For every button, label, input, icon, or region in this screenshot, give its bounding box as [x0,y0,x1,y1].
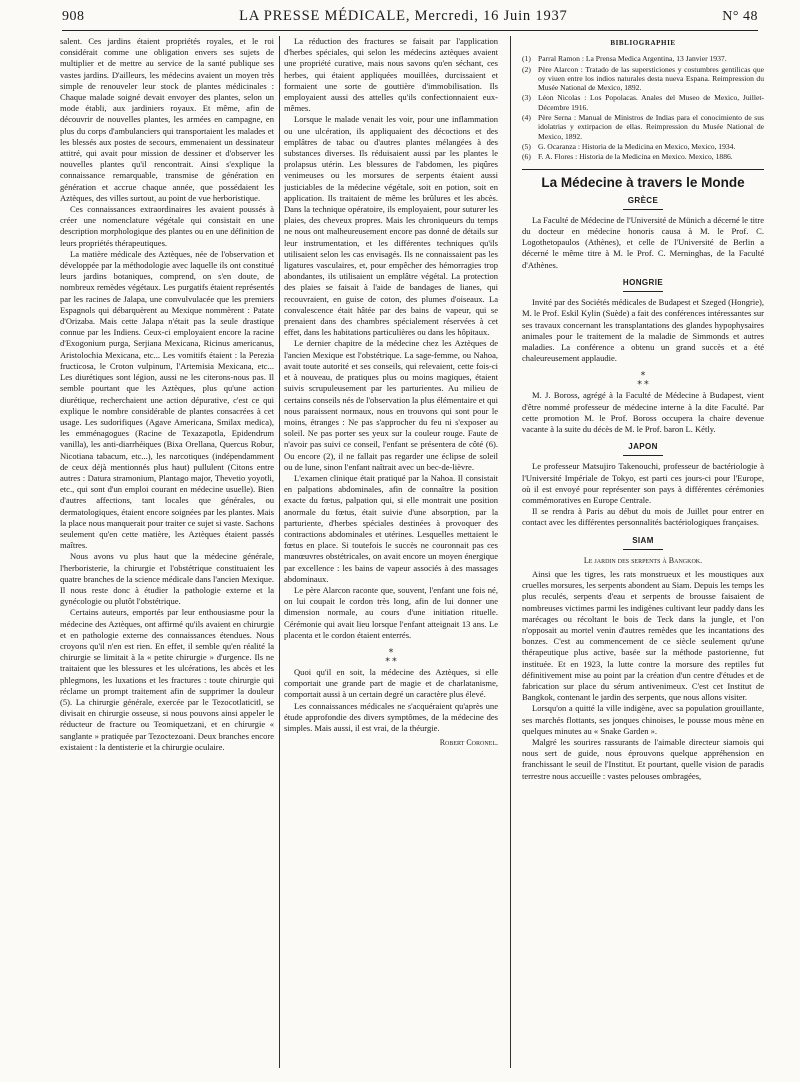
paragraph: La réduction des fractures se faisait par l'application d'herbes spéciales, qui selon les médecins aztèques avaient une propriété curative, mais nous savons qu'en séchant, ces herbes, qui étaient appliquées mouillées, durcissaient et formaient une sorte de gouttière d'immobilisation. Ils employaient aussi des attelles qu'ils confectionnaient eux-mêmes. [284,36,498,114]
article-subtitle: Le jardin des serpents à Bangkok. [583,555,703,565]
bibliography-list [522,54,764,161]
paragraph: Le dernier chapitre de la médecine chez les Aztèques de l'ancien Mexique est l'obstétrique. La sage-femme, ou Nahoa, avait toute autorité et ses conseils, qui relevaient, cette fois-ci et à nouveau, de pratiques plus ou moins magiques, étaient suivis scrupuleusement par les parturientes. Au milieu de certains conseils nés de l'observation la plus élémentaire et qui nous paraissent normaux, nous en trouvons qui sont pour le moins, étranges : Ne pas s'approcher du feu ni s'exposer au soleil. Ne pas porter ses yeux sur la couleur rouge. Faute de n'avoir pas suivi ce conseil, l'enfant se présentera de côté (6). Ou encore (2), il ne fallait pas regarder une éclipse de soleil ou de lune, sinon l'enfant naîtrait avec un bec-de-lièvre. [284,338,498,472]
paragraph: Lorsque le malade venait les voir, pour une inflammation ou une ulcération, ils appliquaient des décoctions et des emplâtres de tabac ou d'autres plantes mélangées à des substances diverses. Ils réduisaient aussi par les plantes le prolapsus utérin. Les blessures de l'abdomen, les piqûres venimeuses ou les morsures de serpents étaient aussi justiciables de la médecine végétale, soit en potion, soit en application. Ils traitaient de même les brûlures et les abcès. Dans la technique opératoire, ils employaient, pour suturer les plaies, des cheveux propres. Mais les chroniqueurs du temps ne nous ont malheureusement encore pas donné de détails sur leur instrumentation, et les différentes techniques qu'ils utilisaient selon les cas envisagés. Ils ne connaissaient pas les ligatures vasculaires, et, pour empêcher des hémorragies trop abondantes, ils utilisaient un emplâtre végétal. La protection des plaies se faisait à l'aide de bandages de lianes, qui recouvraient, en guise de coton, des plumes d'oiseaux. La convalescence était hâtée par des bains de vapeur, qui se prenaient dans des chambres spécialement réservées à cet effet, dans les habitations particulières ou dans les hôpitaux. [284,114,498,338]
journal-title: LA PRESSE MÉDICALE, Mercredi, 16 Juin 1937 [239,8,568,24]
divider [623,549,663,550]
country-heading-hongrie: HONGRIE [622,277,664,287]
section-title: La Médecine à travers le Monde [541,175,745,191]
divider [623,209,663,210]
section-separator: ⁎ ⁎ ⁎ [637,367,649,387]
paragraph: Le père Alarcon raconte que, souvent, l'enfant une fois né, on lui coupait le cordon très long, afin de lui donner une dimension normale, au cours d'une initiation rituelle. Cérémonie qui avait lieu lorsque l'enfant atteignait 13 ans. Le placenta et le cordon étaient enterrés. [284,584,498,640]
column-divider [279,36,280,1068]
issue-number: N° 48 [722,9,758,24]
bibliography-item: (2) Père Alarcon : Tratado de las supersticiones y costumbres gentilicas que oy viuen entre los indios naturales desta nueva Espana. Reimpression du Musée National de Mexico, 1892. [522,64,764,93]
paragraph: Il se rendra à Paris au début du mois de Juillet pour entrer en contact avec les différentes personnalités bactériologiques françaises. [522,506,764,528]
paragraph: Malgré les sourires rassurants de l'aimable directeur siamois qui nous sert de guide, nous éprouvons quelque appréhension en franchissant le seuil de l'Institut. Et pourtant, quelle vision de paradis terrestre nous accueille : vastes pelouses ombragées, [522,737,764,781]
paragraph: La matière médicale des Aztèques, née de l'observation et développée par la méthodologie avec laquelle ils ont constitué leurs jardins botaniques, comprend, on s'en doute, de nombreux remèdes végétaux. Les purgatifs étaient représentés par les racines de Jalapa, une convulvulacée que les premiers Espagnols qui débarquèrent au Mexique nommèrent : Patate d'Orizaba. Mais cette Jalapa n'était pas la seule drastique connue par les Indiens. Ceux-ci employaient encore la racine d'Exogonium purga, Serjiana Mexicana, Ricinus americanus, Aristolochia Mexicana, etc... Les vomitifs étaient : la Perezia fructicosa, le Croton vulpinum, l'Artemisia Mexicana, etc... Les diurétiques sont légion, aussi ne les citerons-nous pas. Il semble pourtant que les Aztèques, plus qu'une action diurétique, recherchaient une action dépurative, c'est ce qui explique le nombre considérable de plantes consacrées à cet usage. Les sudorifiques (Agave Americana, Smilax medica), les emménagogues (Racine de Texazapotla, Epidendrum vanilla), les anti-diarrhéiques (Bixa Orellana, Quercus Robur, Nicotiana tabacum, etc...), les narcotiques (indépendamment de ceux déjà mentionnés plus haut) pullulent (Citons entre autres : Datura stramonium, Plantago major, Thevetio yoyotli, etc., qui sont d'un emploi courant en médecine usuelle). Bien d'autres affections, tant locales que générales, ou dermatologiques, étaient encore soignées par les plantes. Mais la place nous manquerait pour traiter ce sujet si vaste. Sachons seulement qu'en cette matière, les Aztèques étaient passés maîtres. [60,248,274,551]
paragraph: Quoi qu'il en soit, la médecine des Aztèques, si elle comportait une grande part de magie et de charlatanisme, comportait aussi à un certain degré un caractère plus élevé. [284,666,498,700]
section-separator: ⁎ ⁎ ⁎ [385,643,397,663]
country-heading-japon: JAPON [628,442,658,452]
bibliography-item: (6) F. A. Flores : Historia de la Medicina en Mexico. Mexico, 1886. [522,152,733,162]
author-signature: Robert Coronel. [439,738,498,748]
country-heading-grece: GRÈCE [627,195,659,205]
column-2 [284,36,498,1078]
paragraph: Le professeur Matsujiro Takenouchi, professeur de bactériologie à l'Université Impériale de Tokyo, est parti ces jours-ci pour l'Europe, où il est envoyé pour représenter son pays à différentes cérémonies commémoratives en Europe Centrale. [522,461,764,505]
paragraph: L'examen clinique était pratiqué par la Nahoa. Il consistait en palpations abdominales, afin de connaître la position exacte du fœtus, palpation qui, si elle montrait une position anormale du fœtus, était suivie d'une absorption, par la parturiente, d'herbes spéciales destinées à provoquer des contractions abdominales et utérines. Lesquelles mettaient le fœtus en place. Si toutefois le succès ne couronnait pas ces manœuvres obstétricales, on avait encore un moyen énergique par excellence : les bains de vapeur associés à des massages abdominaux. [284,472,498,584]
country-heading-siam: SIAM [632,535,654,545]
paragraph: Ces connaissances extraordinaires les avaient poussés à créer une nomenclature végétale qui consistait en une description morphologique des plantes ou en une définition de leurs propriétés thérapeutiques. [60,204,274,248]
section-divider [522,169,764,170]
page-header [62,8,758,31]
column-divider [510,36,511,1068]
paragraph: Nous avons vu plus haut que la médecine générale, l'herboristerie, la chirurgie et l'obstétrique constituaient les quatre branches de la science médicale dans l'ancien Mexique. Il nous reste donc à étudier la pathologie externe et la gynécologie ou plutôt l'obstétrique. [60,551,274,607]
column-1 [60,36,274,1078]
page-number: 908 [62,9,85,24]
paragraph: La Faculté de Médecine de l'Université de Münich a décerné le titre du docteur en médecine honoris causa à M. le Prof. C. Logothetopaulos (Athènes), et celle de l'Université de Berlin a décerné le même titre à M. le Prof. C. Merninghas, de la Faculté d'Athènes. [522,214,764,270]
paragraph: Les connaissances médicales ne s'acquéraient qu'après une étude approfondie des divers symptômes, de la médecine des simples. Mais aussi, il est vrai, de la théurgie. [284,700,498,733]
paragraph: salent. Ces jardins étaient propriétés royales, et le roi considérait comme une obligation envers ses sujets de multiplier et de mettre au service de la santé publique ses vastes jardins. D'ailleurs, les médecins avaient un moyen très simple de renouveler leur stock de plantes médicinales : Chaque malade soigné devait envoyer des plantes, selon un mode établi, aux jardiniers royaux. Et même, afin de découvrir de nouvelles plantes, les armées en campagne, en plus du corps d'ambulanciers qui transportaient les malades et les blessés aux postes de secours, emmenaient un dessinateur attitré, qui avait pour mission de dessiner et d'observer les nouvelles plantes qu'il rencontrait. Ainsi s'explique la connaissance remarquable, transmise de génération en génération et accrue chaque année, que possédaient les Aztèques, des villes surtout, au point de vue herboristique. [60,36,274,203]
paragraph: M. J. Boross, agrégé à la Faculté de Médecine à Budapest, vient d'être nommé professeur de médecine interne à la dite Faculté. Par cette promotion M. le Prof. Boross occupera la chaire devenue vacante à la suite du décès de M. le Prof. baron L. Kétly. [522,390,764,434]
bibliography-item: (5) G. Ocaranza : Historia de la Medicina en Mexico, Mexico, 1934. [522,141,736,151]
paragraph: Invité par des Sociétés médicales de Budapest et Szeged (Hongrie), M. le Prof. Eskil Kylin (Suède) a fait des conférences intéressantes sur ses travaux concernant les transplantations des glandes hypophysaires animales pour le traitement de la maladie de Simmonds et autres maladies. La conférence a obtenu un grand succès et a été chaleureusement applaudie. [522,297,764,364]
bibliography-item: (3) Léon Nicolas : Los Popolacas. Anales del Museo de Mexico, Juillet-Décembre 1916. [522,93,764,112]
bibliography-item: (1) Parral Ramon : La Prensa Medica Argentina, 13 Janvier 1937. [522,54,727,64]
column-3 [522,36,764,1078]
paragraph: Ainsi que les tigres, les rats monstrueux et les moustiques aux cruelles morsures, les serpents abondent au Siam. Depuis les temps les plus reculés, serpents d'eau et serpents de brousse faisaient de nombreuses victimes parmi les indigènes cultivant leur paddy dans les marécages ou récoltant le bois de Teck dans la jungle, et l'on n'opposait au mortel venin d'autres remèdes que les incantations des bonzes. C'est au commencement de ce siècle seulement qu'une thérapeutique plus active, basée sur la méthode pastorienne, fut instituée. Et en 1923, la lutte contre la morsure des reptiles fut définitivement mise au point par la création d'un centre d'études et de fabrication sur place du sérum antivenimeux. C'est cet Institut de Bangkok, contenant le jardin des serpents, que nous allons visiter. [522,568,764,703]
divider [623,291,663,292]
bibliography-item: (4) Père Serna : Manual de Ministros de Indias para el conocimiento de sus idolatrias y extirpacion de ellas. Reimpression du Musée National de Mexico, 1892. [522,112,764,141]
bibliography-title: BIBLIOGRAPHIE [610,39,676,47]
paragraph: Lorsqu'on a quitté la ville indigène, avec sa population grouillante, ses marchés flottants, ses jonques chinoises, le pousse mous mène en quelques minutes au « Snake Garden ». [522,703,764,736]
divider [623,455,663,456]
paragraph: Certains auteurs, emportés par leur enthousiasme pour la médecine des Aztèques, ont affirmé qu'ils avaient en chirurgie et en pathologie externe des connaissances étendues. Nous croyons qu'il n'en est rien. En effet, il semble qu'en réalité la chirurgie se limitait à la « petite chirurgie » d'urgence. Ils ne traitaient que les blessures et les ulcérations, les abcès et les phlegmons, les luxations et les fractures : toute chirurgie qui réclame un prompt traitement afin de supprimer la douleur (5). La chirurgie générale, exercée par le Tezocotlaticitl, se divisait en chirurgie osseuse, si nous pouvons ainsi appeler le réducteur de fracture ou Teomiquetzani, et en chirurgie « sanglante » pratiquée par Tezoctezoani. Deux branches encore existaient : la dentisterie et la chirurgie oculaire. [60,607,274,752]
